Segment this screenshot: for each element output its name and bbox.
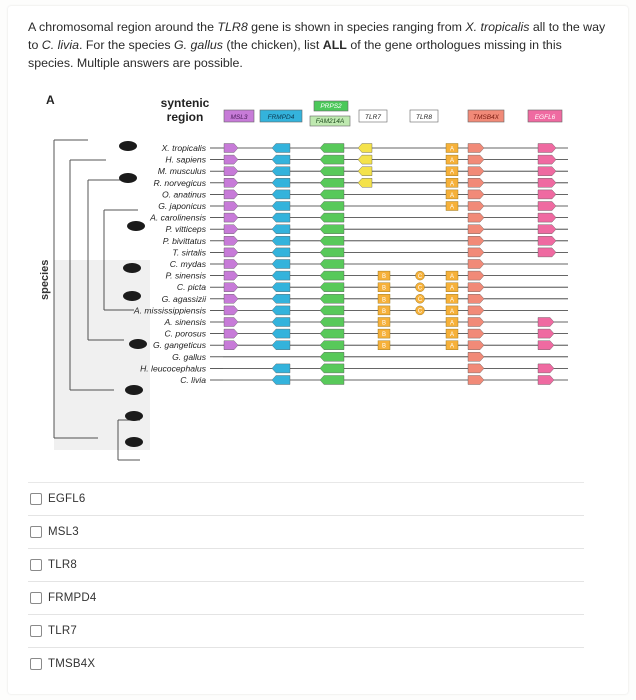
frmpd4-gene [272,144,290,153]
gene-header-label-tlr8: TLR8 [416,114,432,121]
question-part2: gene is shown in species ranging from [247,20,466,34]
prps2-gene [320,318,344,327]
option-msl3[interactable] [28,515,584,548]
question-text [28,18,608,72]
prps2-gene [320,329,344,338]
tlr8-marker-label: A [449,204,455,211]
frmpd4-gene [272,306,290,315]
tlr8-marker-label: A [449,169,455,176]
extra-marker-label: C [417,273,423,280]
syntenic-label [161,96,210,124]
tmsb4x-gene [468,225,484,234]
tmsb4x-gene [468,306,484,315]
species-label: G. agassizii [161,293,206,304]
frmpd4-gene [272,178,290,187]
tlr7-marker-label: B [381,297,387,304]
msl3-gene [224,190,238,199]
frmpd4-gene [272,213,290,222]
tmsb4x-gene [468,329,484,338]
species-label: C. livia [180,375,206,385]
checkbox-frmpd4[interactable] [30,592,42,604]
msl3-gene [224,248,238,257]
tmsb4x-gene [468,167,484,176]
frmpd4-gene [272,167,290,176]
prps2-gene [320,352,344,361]
checkbox-tlr8[interactable] [30,559,42,571]
answer-options [28,482,584,680]
egfl6-gene [538,190,556,199]
tlr8-marker-label: A [449,285,455,292]
tmsb4x-gene [468,236,484,245]
frmpd4-gene [272,318,290,327]
tlr8-marker-label: A [449,274,455,281]
msl3-gene [224,144,238,153]
msl3-gene [224,271,238,280]
syntenic-label-word2: region [166,110,204,124]
frmpd4-gene [272,248,290,257]
prps2-gene [320,271,344,280]
frmpd4-gene [272,155,290,164]
option-label-tlr7: TLR7 [48,625,77,637]
tmsb4x-gene [468,144,484,153]
extra-marker-label: C [417,297,423,304]
species-label: G. japonicus [158,201,206,211]
egfl6-gene [538,144,556,153]
question-part3: all to the way to [28,20,606,52]
tmsb4x-gene [468,283,484,292]
checkbox-tlr7[interactable] [30,625,42,637]
species-label: T. sirtalis [172,247,206,258]
tmsb4x-gene [468,178,484,187]
option-label-egfl6: EGFL6 [48,493,86,505]
option-egfl6[interactable] [28,482,584,515]
tlr8-marker-label: A [449,343,455,350]
tmsb4x-gene [468,260,484,269]
tmsb4x-gene [468,155,484,164]
frmpd4-gene [272,294,290,303]
prps2-gene [320,155,344,164]
tlr7-marker-label: B [381,320,387,327]
tlr8-marker-label: A [449,181,455,188]
prps2-gene [320,167,344,176]
msl3-gene [224,329,238,338]
egfl6-gene [538,202,556,211]
species-silhouette [125,411,143,421]
species-label: G. gangeticus [152,340,206,351]
species-silhouette [129,339,147,349]
tmsb4x-gene [468,271,484,280]
tmsb4x-gene [468,190,484,199]
gene-header-label-frmpd4: FRMPD4 [267,114,295,121]
prps2-gene [320,341,344,350]
tlr8-marker-label: A [449,308,455,315]
tmsb4x-gene [468,376,484,385]
prps2-gene [320,190,344,199]
prps2-gene [320,294,344,303]
species-label: X. tropicalis [161,143,206,153]
msl3-gene [224,213,238,222]
msl3-gene [224,178,238,187]
species-label: C. mydas [169,259,206,269]
prps2-gene [320,376,344,385]
question-part5: (the chicken), list [222,38,323,52]
egfl6-gene [538,225,556,234]
frmpd4-gene [272,341,290,350]
gene-header-label-msl3: MSL3 [230,114,248,121]
synteny-figure [28,90,584,474]
egfl6-gene [538,248,556,257]
msl3-gene [224,155,238,164]
gene-header-label-egfl6: EGFL6 [534,114,556,121]
msl3-gene [224,318,238,327]
tmsb4x-gene [468,318,484,327]
tmsb4x-gene [468,341,484,350]
panel-letter: A [46,93,55,107]
species-label: G. gallus [172,351,206,362]
tree-shading [54,260,150,450]
msl3-gene [224,341,238,350]
option-label-tlr8: TLR8 [48,559,77,571]
question-species-end: C. livia [41,38,79,52]
frmpd4-gene [272,202,290,211]
option-label-tmsb4x: TMSB4X [48,658,96,670]
msl3-gene [224,202,238,211]
prps2-gene [320,144,344,153]
egfl6-gene [538,364,554,373]
egfl6-gene [538,178,556,187]
egfl6-gene [538,329,554,338]
extra-marker-label: C [417,285,423,292]
prps2-gene [320,202,344,211]
tlr8-marker-label: A [449,297,455,304]
option-tlr7[interactable] [28,614,584,647]
gene-header-label-tmsb4x: TMSB4X [472,114,500,121]
prps2-gene [320,248,344,257]
question-species-target: G. gallus [174,38,223,52]
yellow-gene [358,178,372,187]
option-frmpd4[interactable] [28,581,584,614]
prps2-gene [320,260,344,269]
frmpd4-gene [272,271,290,280]
tlr7-marker-label: B [381,308,387,315]
checkbox-egfl6[interactable] [30,493,42,505]
tlr8-marker-label: A [449,332,455,339]
question-emphasis: ALL [322,38,347,52]
species-silhouette [123,263,141,273]
option-label-frmpd4: FRMPD4 [48,592,97,604]
species-label: H. leucocephalus [140,363,206,374]
prps2-gene [320,213,344,222]
tlr8-marker-label: A [449,146,455,153]
species-label: A. mississippiensis [133,305,206,316]
species-axis-label: species [39,259,51,300]
species-label: O. anatinus [162,189,206,200]
msl3-gene [224,225,238,234]
gene-tracks [210,144,568,385]
msl3-gene [224,260,238,269]
frmpd4-gene [272,190,290,199]
msl3-gene [224,294,238,303]
species-label: P. sinensis [165,270,206,281]
checkbox-tmsb4x[interactable] [30,658,42,670]
egfl6-gene [538,155,556,164]
question-part6: of the gene orthologues missing in this species. Multiple answers are possible. [28,38,562,70]
tlr7-marker-label: B [381,332,387,339]
species-label: C. picta [176,282,206,293]
prps2-gene [320,306,344,315]
species-silhouette [119,141,137,151]
yellow-gene [358,167,372,176]
frmpd4-gene [272,236,290,245]
checkbox-msl3[interactable] [30,526,42,538]
egfl6-gene [538,341,554,350]
tlr7-marker-label: B [381,274,387,281]
gene-headers [224,101,562,126]
tlr8-marker-label: A [449,320,455,327]
species-label: P. bivittatus [162,235,206,246]
tlr8-marker-label: A [449,158,455,165]
option-tlr8[interactable] [28,548,584,581]
species-label: C. porosus [164,328,206,339]
frmpd4-gene [272,376,290,385]
extra-marker-label: C [417,308,423,315]
tmsb4x-gene [468,213,484,222]
gene-header-label-tlr7: TLR7 [365,114,381,121]
frmpd4-gene [272,283,290,292]
prps2-gene [320,236,344,245]
gene-header-label-prps2: PRPS2 [320,103,342,110]
species-silhouette [119,173,137,183]
msl3-gene [224,306,238,315]
species-label: M. musculus [157,166,206,177]
frmpd4-gene [272,329,290,338]
tmsb4x-gene [468,248,484,257]
tmsb4x-gene [468,364,484,373]
prps2-gene [320,364,344,373]
frmpd4-gene [272,225,290,234]
egfl6-gene [538,318,554,327]
egfl6-gene [538,213,556,222]
egfl6-gene [538,236,556,245]
frmpd4-gene [272,364,290,373]
option-label-msl3: MSL3 [48,526,79,538]
prps2-gene [320,225,344,234]
question-species-start: X. tropicalis [465,20,530,34]
msl3-gene [224,236,238,245]
species-label: A. carolinensis [150,212,206,223]
option-tmsb4x[interactable] [28,647,584,680]
msl3-gene [224,283,238,292]
prps2-gene [320,178,344,187]
syntenic-label-word1: syntenic [160,96,210,110]
tmsb4x-gene [468,294,484,303]
tlr7-marker-label: B [381,343,387,350]
tmsb4x-gene [468,202,484,211]
species-label: H. sapiens [165,154,206,165]
species-label: P. vitticeps [165,224,206,235]
frmpd4-gene [272,260,290,269]
question-gene: TLR8 [217,20,248,34]
tlr8-marker-label: A [449,192,455,199]
egfl6-gene [538,376,554,385]
egfl6-gene [538,167,556,176]
species-label: A. sinensis [164,317,206,327]
msl3-gene [224,167,238,176]
question-part4: . For the species [78,38,175,52]
species-label: R. norvegicus [153,177,206,188]
yellow-gene [358,144,372,153]
yellow-gene [358,155,372,164]
tmsb4x-gene [468,352,484,361]
species-silhouette [125,437,143,447]
gene-header-label-fam214a: FAM214A [315,118,345,125]
species-silhouette [125,385,143,395]
species-silhouette [127,221,145,231]
species-silhouette [123,291,141,301]
prps2-gene [320,283,344,292]
question-part1: A chromosomal region around the [28,20,218,34]
tlr7-marker-label: B [381,285,387,292]
